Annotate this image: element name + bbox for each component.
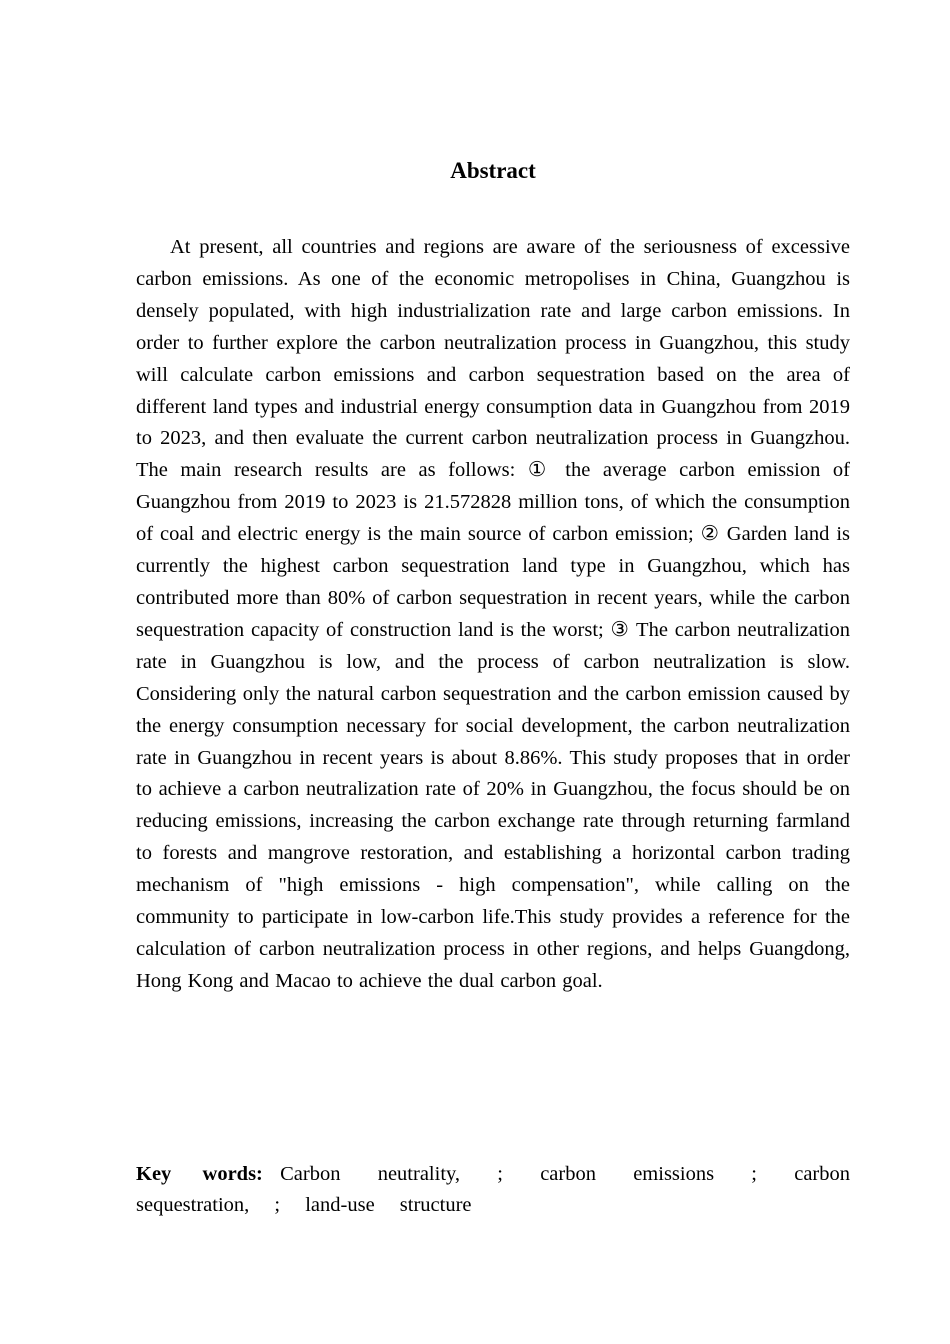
keywords-paragraph — [136, 1159, 850, 1221]
abstract-title: Abstract — [450, 158, 536, 183]
abstract-body: At present, all countries and regions are aware of the seriousness of excessive carbon emissions. As one of the economic metropolises in China, Guangzhou is densely populated, with high industrialization rate and large carbon emissions. In order to further explore the carbon neutralization process in Guangzhou, this study will calculate carbon emissions and carbon sequestration based on the area of different land types and industrial energy consumption data in Guangzhou from 2019 to 2023, and then evaluate the current carbon neutralization process in Guangzhou. The main research results are as follows: ① the average carbon emission of Guangzhou from 2019 to 2023 is 21.572828 million tons, of which the consumption of coal and electric energy is the main source of carbon emission; ② Garden land is currently the highest carbon sequestration land type in Guangzhou, which has contributed more than 80% of carbon sequestration in recent years, while the carbon sequestration capacity of construction land is the worst; ③ The carbon neutralization rate in Guangzhou is low, and the process of carbon neutralization is slow. Considering only the natural carbon sequestration and the carbon emission caused by the energy consumption necessary for social development, the carbon neutralization rate in Guangzhou in recent years is about 8.86%. This study proposes that in order to achieve a carbon neutralization rate of 20% in Guangzhou, the focus should be on reducing emissions, increasing the carbon exchange rate through returning farmland to forests and mangrove restoration, and establishing a horizontal carbon trading mechanism of "high emissions - high compensation", while calling on the community to participate in low-carbon life.This study provides a reference for the calculation of carbon neutralization process in other regions, and helps Guangdong, Hong Kong and Macao to achieve the dual carbon goal. — [136, 236, 850, 992]
keywords-label: Key words: — [136, 1163, 263, 1185]
keywords-text: Carbon neutrality, ; carbon emissions ; carbon sequestration, ; land-use structure — [136, 1163, 851, 1216]
